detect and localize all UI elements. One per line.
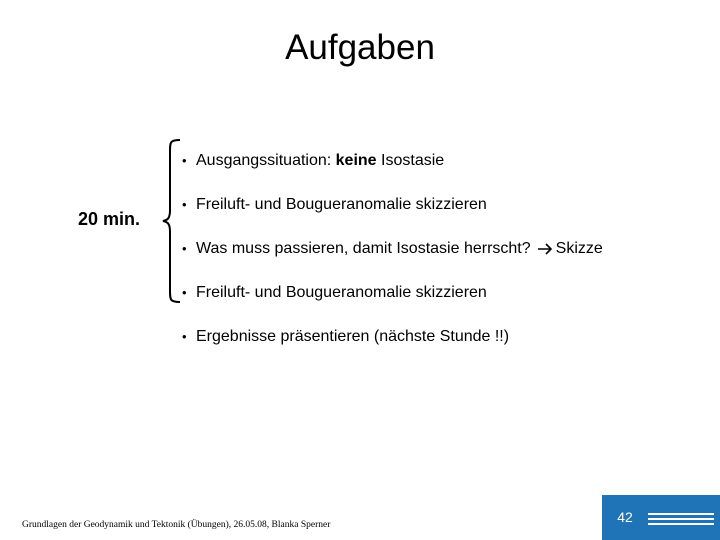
page-number-box (602, 495, 720, 540)
task-item-3 (182, 238, 603, 260)
task-item-1 (182, 150, 603, 172)
bullet-icon: • (182, 285, 187, 300)
task-text: Ausgangssituation: (196, 152, 336, 169)
task-text: Ergebnisse präsentieren (nächste Stunde !!) (196, 328, 510, 345)
task-emphasis: keine (335, 152, 377, 169)
task-text: Freiluft- und Bougueranomalie skizzieren (196, 284, 487, 301)
task-item-2 (182, 194, 603, 216)
task-text-end: Isostasie (376, 152, 445, 169)
bullet-icon: • (182, 241, 187, 256)
left-curly-brace-icon (162, 138, 182, 304)
bullet-icon: • (182, 197, 187, 212)
page-number: 42 (617, 509, 633, 525)
slide-title: Aufgaben (285, 28, 435, 67)
task-item-4 (182, 282, 603, 304)
decorative-lines-icon (648, 513, 714, 525)
right-arrow-icon (537, 243, 553, 255)
bullet-icon: • (182, 329, 187, 344)
task-text: Was muss passieren, damit Isostasie herrscht? (196, 240, 531, 257)
duration-label: 20 min. (78, 209, 141, 229)
task-text: Freiluft- und Bougueranomalie skizzieren (196, 196, 487, 213)
task-item-5 (182, 326, 603, 348)
bullet-icon: • (182, 153, 187, 168)
task-list (182, 150, 603, 370)
footer-text: Grundlagen der Geodynamik und Tektonik (Übungen), 26.05.08, Blanka Sperner (22, 520, 331, 530)
task-text-sketch: Skizze (555, 240, 603, 257)
